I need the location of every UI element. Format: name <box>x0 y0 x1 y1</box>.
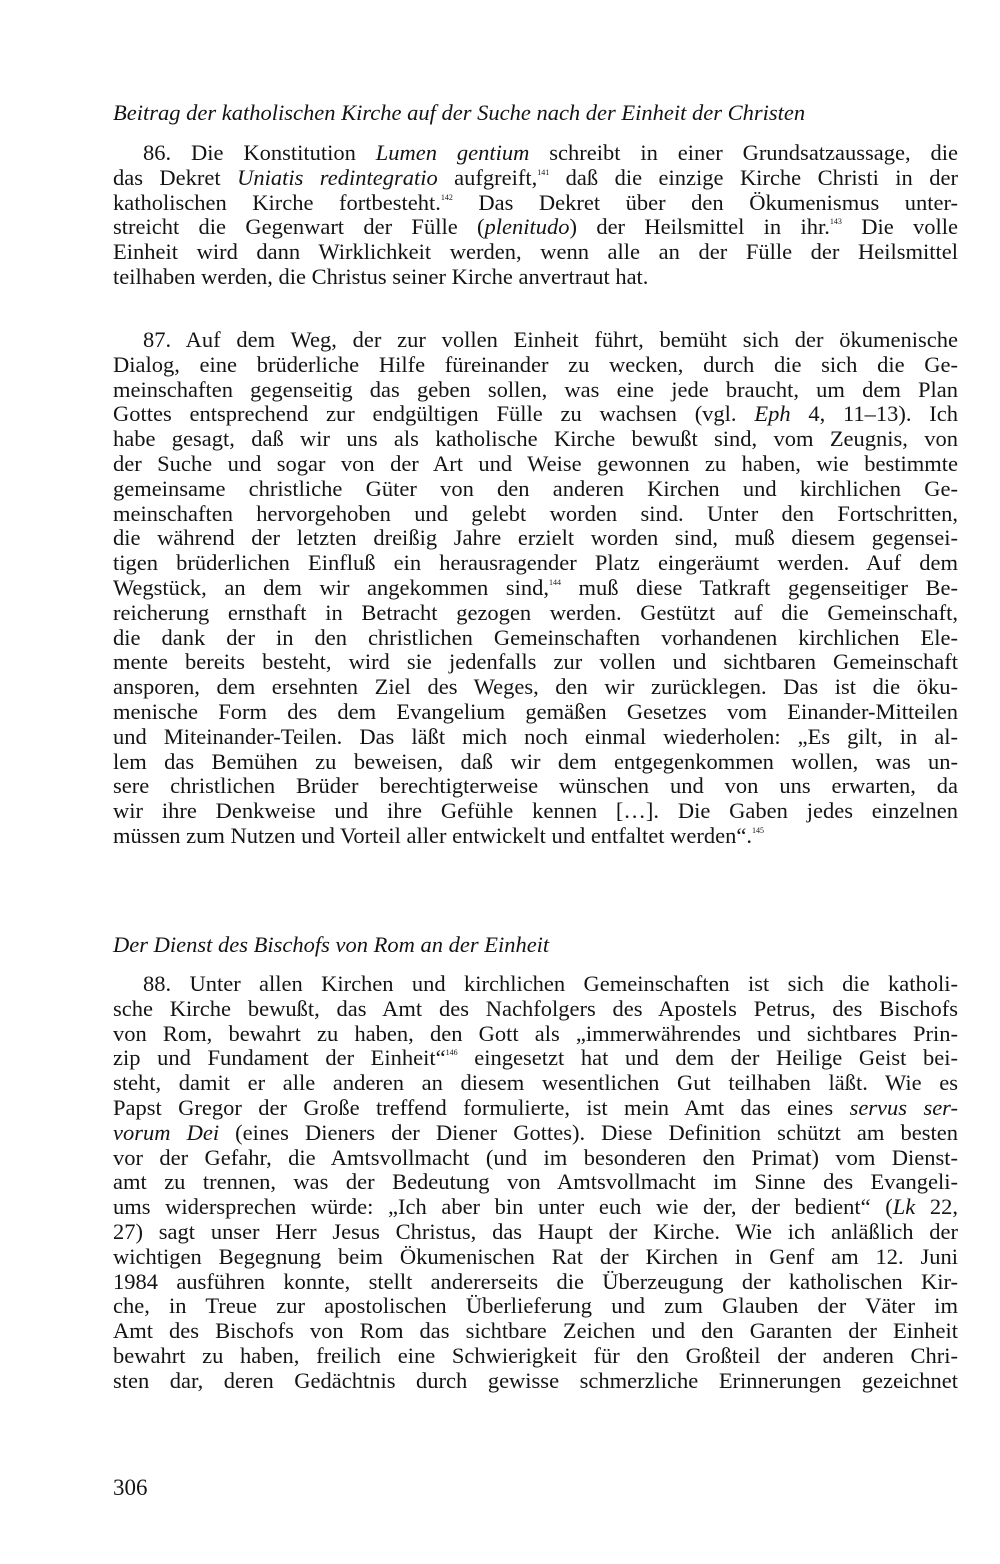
paragraph-87: 87. Auf dem Weg, der zur vollen Einheit führt, bemüht sich der ökumenische Dialog, eine brüderliche Hilfe füreinander zu wecken, durch die sich die Ge- meinschaften gegenseitig das geben sollen, was eine jede braucht, um dem Plan Gottes entsprechend zur endgültigen Fülle zu wachsen (vgl. Eph 4, 11–13). Ich habe gesagt, daß wir uns als katholische Kirche bewußt sind, vom Zeugnis, von der Suche und sogar von der Art und Weise gewonnen zu haben, wie bestimmte gemeinsame christliche Güter von den anderen Kirchen und kirchlichen Ge- meinschaften hervorgehoben und gelebt worden sind. Unter den Fortschritten, die während der letzten dreißig Jahre erzielt worden sind, muß diesem gegensei- tigen brüderlichen Einfluß ein herausragender Platz eingeräumt werden. Auf dem Wegstück, an dem wir angekommen sind,$^{144}$ muß diese Tatkraft gegenseitiger Be- reicherung ernsthaft in Betracht gezogen werden. Gestützt auf die Gemeinschaft, die dank der in den christlichen Gemeinschaften vorhandenen kirchlichen Ele- mente bereits besteht, wird sie jedenfalls zur vollen und sichtbaren Gemeinschaft ansporen, dem ersehnten Ziel des Weges, den wir zurücklegen. Das ist die öku- menische Form des dem Evangelium gemäßen Gesetzes vom Einander-Mitteilen und Miteinander-Teilen. Das läßt mich noch einmal wiederholen: „Es gilt, in al- lem das Bemühen zu beweisen, daß wir dem entgegenkommen wollen, was un- sere christlichen Brüder berechtigterweise wünschen und von uns erwarten, da wir ihre Denkweise und ihre Gefühle kennen […]. Die Gaben jedes einzelnen müssen zum Nutzen und Vorteil aller entwickelt und entfaltet werden“.$^{145}$ <box>113 327 959 848</box>
section-heading-bishop-of-rome: Der Dienst des Bischofs von Rom an der Einheit <box>113 932 550 957</box>
page-number: 306 <box>113 1475 148 1500</box>
section-heading-contribution: Beitrag der katholischen Kirche auf der Suche nach der Einheit der Christen <box>113 100 806 125</box>
paragraph-88: 88. Unter allen Kirchen und kirchlichen Gemeinschaften ist sich die katholi- sche Kirche bewußt, das Amt des Nachfolgers des Apostels Petrus, des Bischofs von Rom, bewahrt zu haben, den Gott als „immerwährendes und sichtbares Prin- zip und Fundament der Einheit“$^{146}$ eingesetzt hat und dem der Heilige Geist bei- steht, damit er alle anderen an diesem wesentlichen Gut teilhaben läßt. Wie es Papst Gregor der Große treffend formulierte, ist mein Amt das eines servus ser- vorum Dei (eines Dieners der Diener Gottes). Diese Definition schützt am besten vor der Gefahr, die Amtsvollmacht (und im besonderen den Primat) vom Dienst- amt zu trennen, was der Bedeutung von Amtsvollmacht im Sinne des Evangeli- ums widersprechen würde: „Ich aber bin unter euch wie der, der bedient“ (Lk 22, 27) sagt unser Herr Jesus Christus, das Haupt der Kirche. Wie ich anläßlich der wichtigen Begegnung beim Ökumenischen Rat der Kirchen in Genf am 12. Juni 1984 ausführen konnte, stellt andererseits die Überzeugung der katholischen Kir- che, in Treue zur apostolischen Überlieferung und zum Glauben der Väter im Amt des Bischofs von Rom das sichtbare Zeichen und den Garanten der Einheit bewahrt zu haben, freilich eine Schwierigkeit für den Großteil der anderen Chri- sten dar, deren Gedächtnis durch gewisse schmerzliche Erinnerungen gezeichnet <box>113 971 959 1393</box>
paragraph-86: 86. Die Konstitution Lumen gentium schreibt in einer Grundsatzaussage, die das Dekret Uniatis redintegratio aufgreift,$^{141}$ daß die einzige Kirche Christi in der katholischen Kirche fortbesteht.$^{142}$ Das Dekret über den Ökumenismus unter- streicht die Gegenwart der Fülle (plenitudo) der Heilsmittel in ihr.$^{143}$ Die volle Einheit wird dann Wirklichkeit werden, wenn alle an der Fülle der Heilsmittel teilhaben werden, die Christus seiner Kirche anvertraut hat. <box>113 140 959 289</box>
